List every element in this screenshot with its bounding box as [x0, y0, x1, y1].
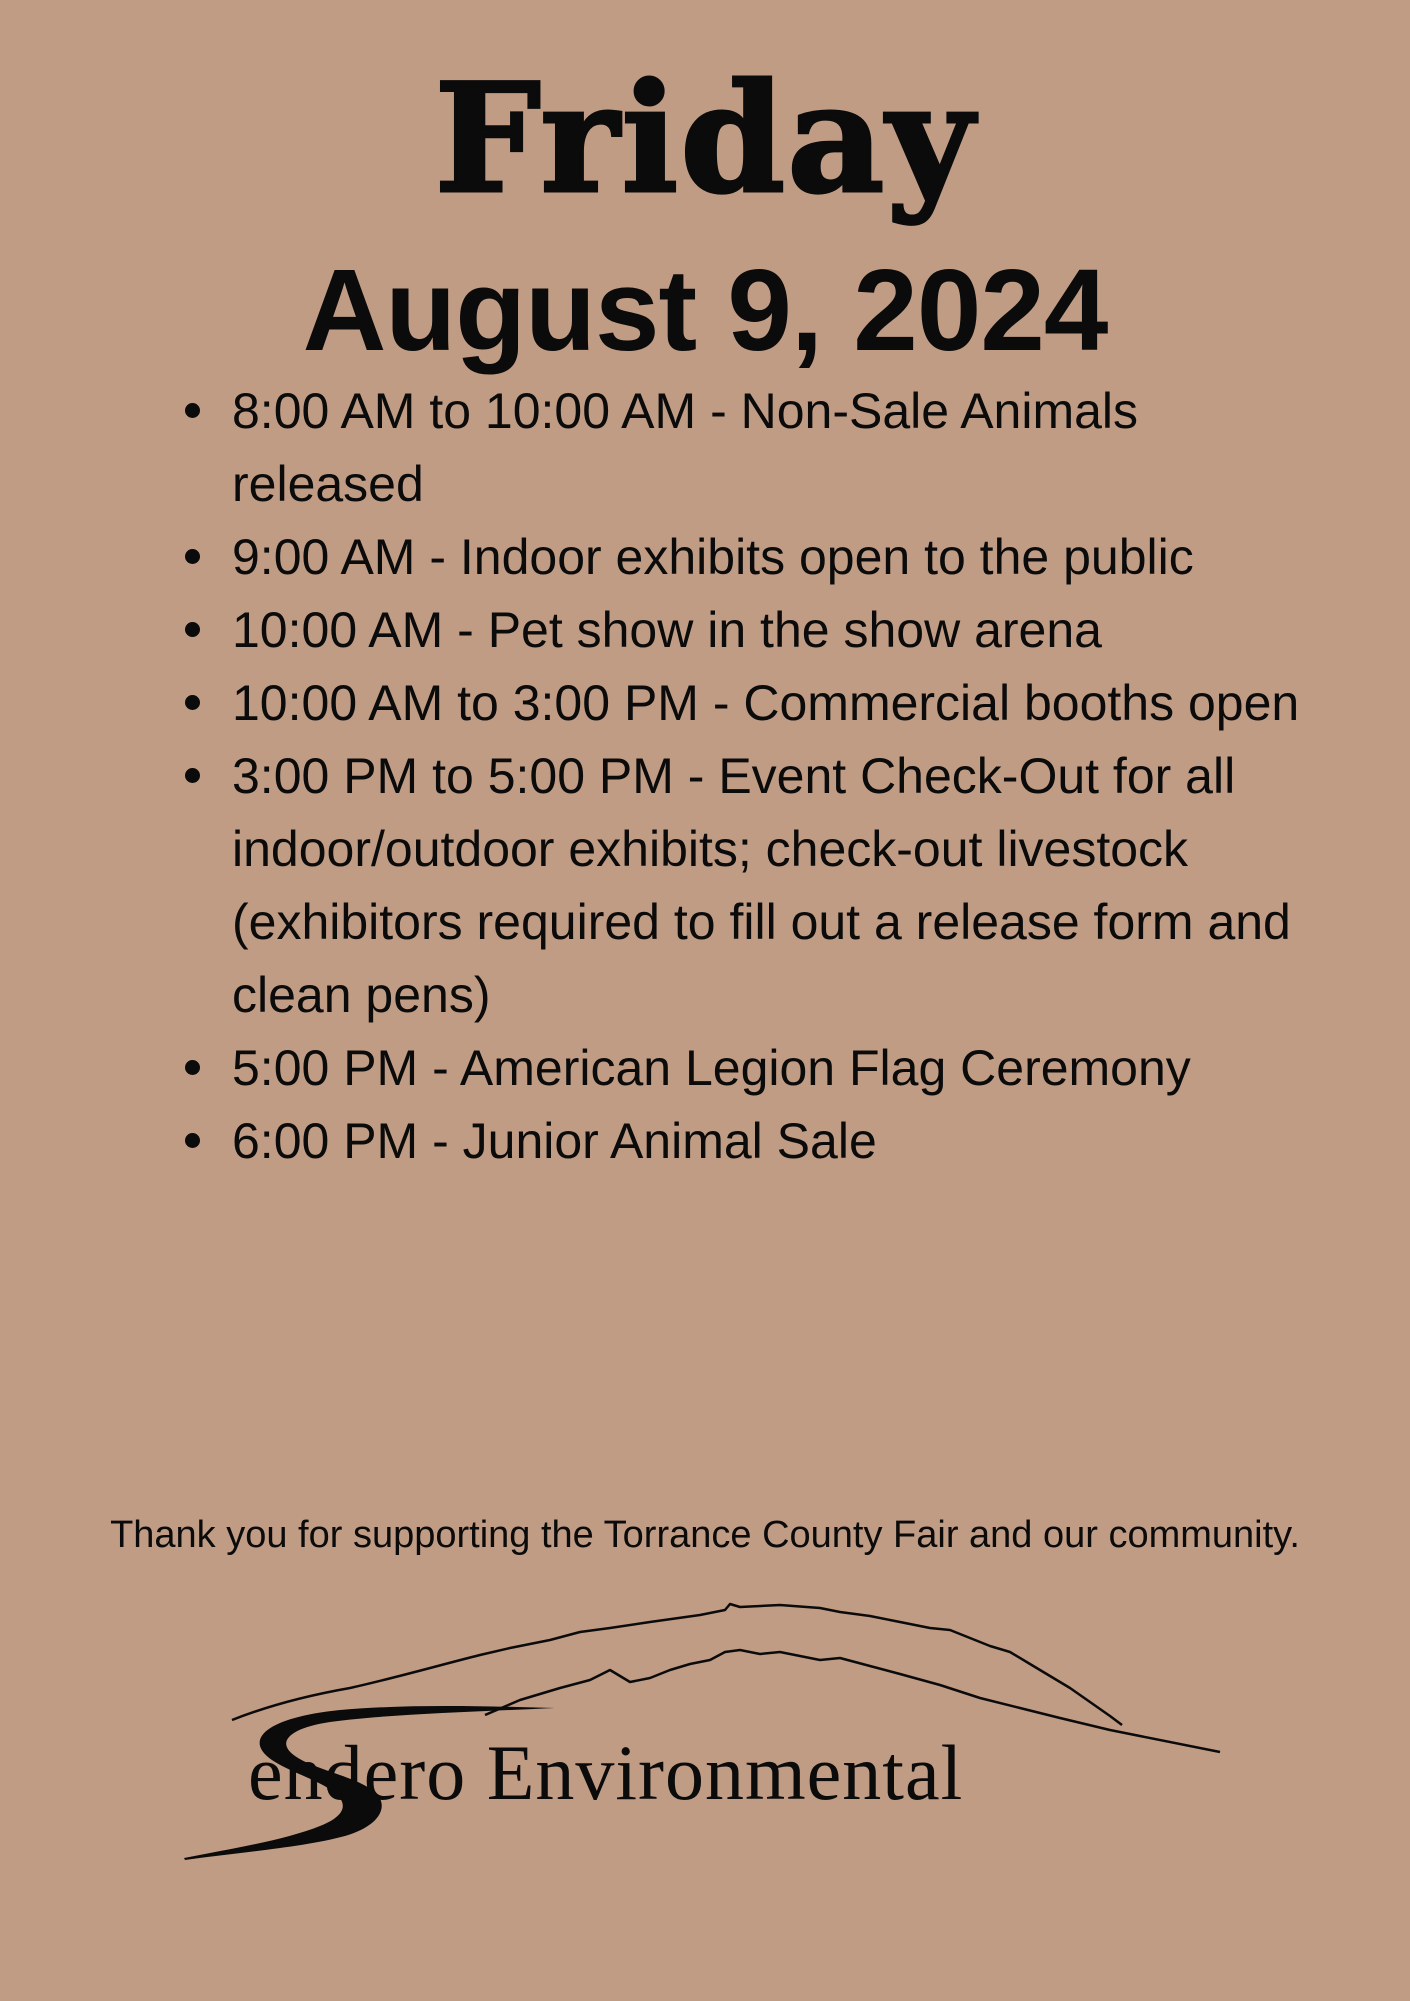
- schedule-item-text: 6:00 PM - Junior Animal Sale: [232, 1113, 877, 1169]
- day-title: Friday: [434, 51, 976, 227]
- schedule-item: [232, 740, 1312, 1032]
- bullet-icon: [185, 403, 200, 418]
- logo-wordmark: endero Environmental: [248, 1729, 964, 1816]
- schedule-item-text: 5:00 PM - American Legion Flag Ceremony: [232, 1040, 1191, 1096]
- thank-you-message: Thank you for supporting the Torrance County Fair and our community.: [110, 1514, 1300, 1556]
- schedule-item: [232, 521, 1312, 594]
- schedule-item: [232, 1105, 1312, 1178]
- bullet-icon: [185, 768, 200, 783]
- schedule-item: [232, 1032, 1312, 1105]
- schedule-list: [232, 375, 1312, 1178]
- bullet-icon: [185, 1060, 200, 1075]
- schedule-item-text: 3:00 PM to 5:00 PM - Event Check-Out for all indoor/outdoor exhibits; check-out livestock (exhibitors required to fill out a release form and clean pens): [232, 748, 1291, 1023]
- schedule-item-text: 8:00 AM to 10:00 AM - Non-Sale Animals released: [232, 383, 1139, 512]
- schedule-item-text: 10:00 AM - Pet show in the show arena: [232, 602, 1102, 658]
- schedule-item: [232, 594, 1312, 667]
- bullet-icon: [185, 622, 200, 637]
- schedule-item: [232, 375, 1312, 521]
- bullet-icon: [185, 1133, 200, 1148]
- date-title: August 9, 2024: [302, 245, 1108, 375]
- bullet-icon: [185, 695, 200, 710]
- bullet-icon: [185, 549, 200, 564]
- schedule-item-text: 10:00 AM to 3:00 PM - Commercial booths open: [232, 675, 1300, 731]
- schedule-item: [232, 667, 1312, 740]
- schedule-item-text: 9:00 AM - Indoor exhibits open to the public: [232, 529, 1194, 585]
